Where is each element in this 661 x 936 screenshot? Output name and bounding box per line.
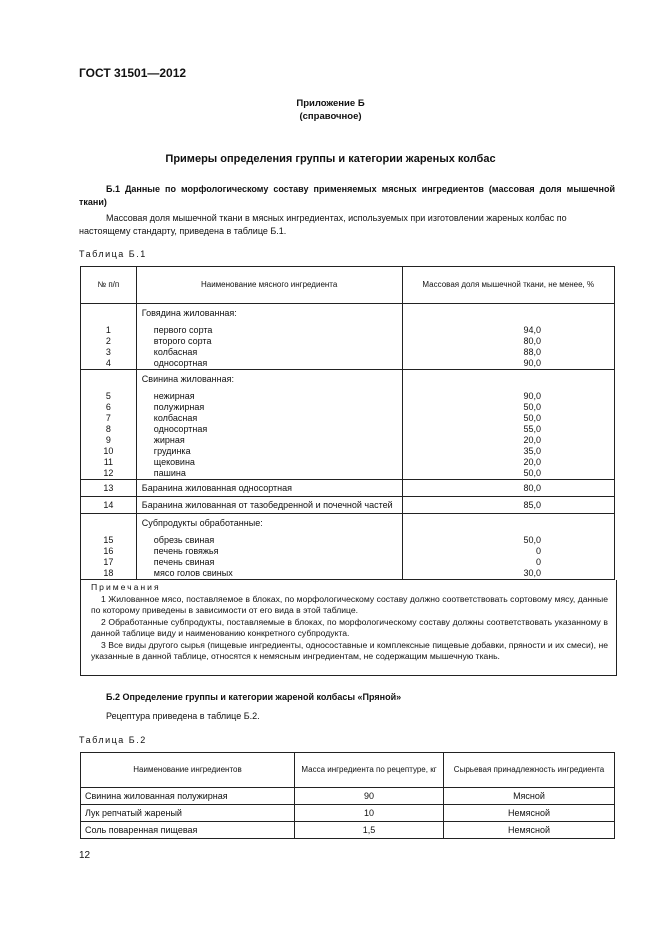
ingredient-label: обрезь свиная <box>153 535 215 545</box>
table-row <box>81 497 615 514</box>
appendix-title: Приложение Б <box>296 98 365 109</box>
row-number: 15 <box>81 535 137 546</box>
table-2-header-type: Сырьевая принадлежность ингредиента <box>444 753 615 788</box>
ingredient-label: печень говяжья <box>153 546 219 556</box>
row-number: 16 <box>81 546 137 557</box>
row-number: 6 <box>81 402 137 413</box>
muscle-value: 20,0 <box>523 457 541 467</box>
row-number: 4 <box>81 358 137 370</box>
table-row <box>81 435 615 446</box>
table-cell: Лук репчатый жареный <box>81 805 295 822</box>
ingredient-name <box>136 325 402 336</box>
table-cell: Мясной <box>444 788 615 805</box>
ingredient-name <box>136 557 402 568</box>
row-number <box>81 370 137 386</box>
muscle-value: 50,0 <box>523 402 541 412</box>
muscle-value: 20,0 <box>523 435 541 445</box>
muscle-value: 90,0 <box>523 358 541 368</box>
row-number: 7 <box>81 413 137 424</box>
table-cell: Немясной <box>444 822 615 839</box>
ingredient-name <box>136 391 402 402</box>
ingredient-name <box>136 457 402 468</box>
row-number <box>81 514 137 530</box>
table-1-header-number: № п/п <box>81 267 137 304</box>
muscle-value: 55,0 <box>523 424 541 434</box>
table-row <box>81 535 615 546</box>
muscle-value: 30,0 <box>523 568 541 578</box>
table-cell: Свинина жилованная полужирная <box>81 788 295 805</box>
ingredient-name <box>136 446 402 457</box>
table-row <box>81 457 615 468</box>
row-number: 1 <box>81 325 137 336</box>
section-1-text: Массовая доля мышечной ткани в мясных ингредиентах, используемых при изготовлении жареных колбас по настоящему стандарту, приведена в таблице Б.1. <box>79 213 567 236</box>
ingredient-name <box>136 402 402 413</box>
ingredient-label: жирная <box>153 435 185 445</box>
ingredient-label: мясо голов свиных <box>153 568 233 578</box>
section-2-text: Рецептура приведена в таблице Б.2. <box>106 711 260 721</box>
table-row <box>81 336 615 347</box>
appendix-subtitle: (справочное) <box>299 111 362 122</box>
table-row <box>81 413 615 424</box>
table-cell: 90 <box>295 788 444 805</box>
table-cell: 10 <box>295 805 444 822</box>
muscle-value: 90,0 <box>523 391 541 401</box>
muscle-value <box>402 304 614 320</box>
table-cell: 1,5 <box>295 822 444 839</box>
row-number: 10 <box>81 446 137 457</box>
table-1 <box>80 266 615 580</box>
ingredient-name <box>136 413 402 424</box>
table-row <box>81 402 615 413</box>
table-row <box>81 347 615 358</box>
muscle-value: 50,0 <box>523 413 541 423</box>
document-header: ГОСТ 31501—2012 <box>79 66 187 80</box>
row-number: 8 <box>81 424 137 435</box>
muscle-value: 50,0 <box>523 535 541 545</box>
table-2-caption: Таблица Б.2 <box>79 735 147 745</box>
note-2: 2 Обработанные субпродукты, поставляемые в блоках, по морфологическому составу должны соответствовать указанному в данной таблице виду и наименованию конкретного субпродукта. <box>91 616 608 638</box>
muscle-value: 94,0 <box>523 325 541 335</box>
note-3: 3 Все виды другого сырья (пищевые ингредиенты, односоставные и комплексные пищевые добавки, пряности и их смеси), не указанные в данной таблице, относятся к немясным ингредиентам, не содержащим мышечную ткань. <box>91 639 608 661</box>
row-number <box>81 304 137 320</box>
ingredient-label: полужирная <box>153 402 205 412</box>
table-row <box>81 358 615 370</box>
ingredient-label: односортная <box>153 358 208 368</box>
row-number: 9 <box>81 435 137 446</box>
ingredient-name <box>136 347 402 358</box>
table-2 <box>80 752 615 839</box>
muscle-value <box>402 370 614 386</box>
table-row <box>81 788 615 805</box>
table-2-header-name: Наименование ингредиентов <box>81 753 295 788</box>
table-cell: Немясной <box>444 805 615 822</box>
table-1-notes <box>80 580 617 676</box>
row-number: 5 <box>81 391 137 402</box>
row-number: 11 <box>81 457 137 468</box>
row-number: 12 <box>81 468 137 480</box>
section-1-heading: Б.1 Данные по морфологическому составу применяемых мясных ингредиентов (массовая доля мышечной ткани) <box>79 184 615 207</box>
ingredient-name <box>136 535 402 546</box>
table-row <box>81 325 615 336</box>
note-1: 1 Жилованное мясо, поставляемое в блоках, по морфологическому составу должно соответствовать сортовому мясу, данные по которому приведены в зависимости от его вида в этой таблице. <box>91 593 608 615</box>
muscle-value: 0 <box>535 557 541 567</box>
ingredient-label: грудинка <box>153 446 191 456</box>
table-cell: Соль поваренная пищевая <box>81 822 295 839</box>
table-row <box>81 424 615 435</box>
ingredient-label: печень свиная <box>153 557 215 567</box>
table-row <box>81 446 615 457</box>
table-row <box>81 546 615 557</box>
page-number: 12 <box>79 850 91 861</box>
table-2-header-mass: Масса ингредиента по рецептуре, кг <box>295 753 444 788</box>
group-title: Субпродукты обработанные: <box>136 514 402 530</box>
table-1-header-value: Массовая доля мышечной ткани, не менее, % <box>402 267 614 304</box>
ingredient-label: односортная <box>153 424 208 434</box>
ingredient-name <box>136 435 402 446</box>
muscle-value: 80,0 <box>523 336 541 346</box>
ingredient-name <box>136 546 402 557</box>
ingredient-label: колбасная <box>153 347 198 357</box>
ingredient-name <box>136 424 402 435</box>
row-number: 13 <box>81 480 137 497</box>
row-number: 14 <box>81 497 137 514</box>
ingredient-label: пашина <box>153 468 186 478</box>
ingredient-name <box>136 336 402 347</box>
table-row <box>81 568 615 580</box>
ingredient-name <box>136 568 402 580</box>
table-row <box>81 480 615 497</box>
main-title: Примеры определения группы и категории жареных колбас <box>165 153 496 165</box>
group-title: Свинина жилованная: <box>136 370 402 386</box>
row-number: 2 <box>81 336 137 347</box>
row-number: 17 <box>81 557 137 568</box>
notes-title: Примечания <box>91 582 161 592</box>
group-title: Говядина жилованная: <box>136 304 402 320</box>
muscle-value: 50,0 <box>523 468 541 478</box>
muscle-value: 85,0 <box>402 497 614 514</box>
muscle-value: 35,0 <box>523 446 541 456</box>
muscle-value: 88,0 <box>523 347 541 357</box>
section-2-heading: Б.2 Определение группы и категории жареной колбасы «Пряной» <box>106 692 402 702</box>
ingredient-name <box>136 358 402 370</box>
group-title-row <box>81 370 615 386</box>
table-1-header-name: Наименование мясного ингредиента <box>136 267 402 304</box>
muscle-value <box>402 514 614 530</box>
ingredient-name: Баранина жилованная от тазобедренной и почечной частей <box>136 497 402 514</box>
ingredient-label: щековина <box>153 457 195 467</box>
group-title-row <box>81 514 615 530</box>
ingredient-label: второго сорта <box>153 336 212 346</box>
table-row <box>81 557 615 568</box>
table-row <box>81 391 615 402</box>
row-number: 18 <box>81 568 137 580</box>
table-1-caption: Таблица Б.1 <box>79 249 147 259</box>
muscle-value: 0 <box>535 546 541 556</box>
muscle-value: 80,0 <box>402 480 614 497</box>
table-row <box>81 468 615 480</box>
table-row <box>81 805 615 822</box>
ingredient-label: первого сорта <box>153 325 213 335</box>
ingredient-name <box>136 468 402 480</box>
row-number: 3 <box>81 347 137 358</box>
table-row <box>81 822 615 839</box>
group-title-row <box>81 304 615 320</box>
ingredient-label: нежирная <box>153 391 195 401</box>
ingredient-name: Баранина жилованная односортная <box>136 480 402 497</box>
ingredient-label: колбасная <box>153 413 198 423</box>
